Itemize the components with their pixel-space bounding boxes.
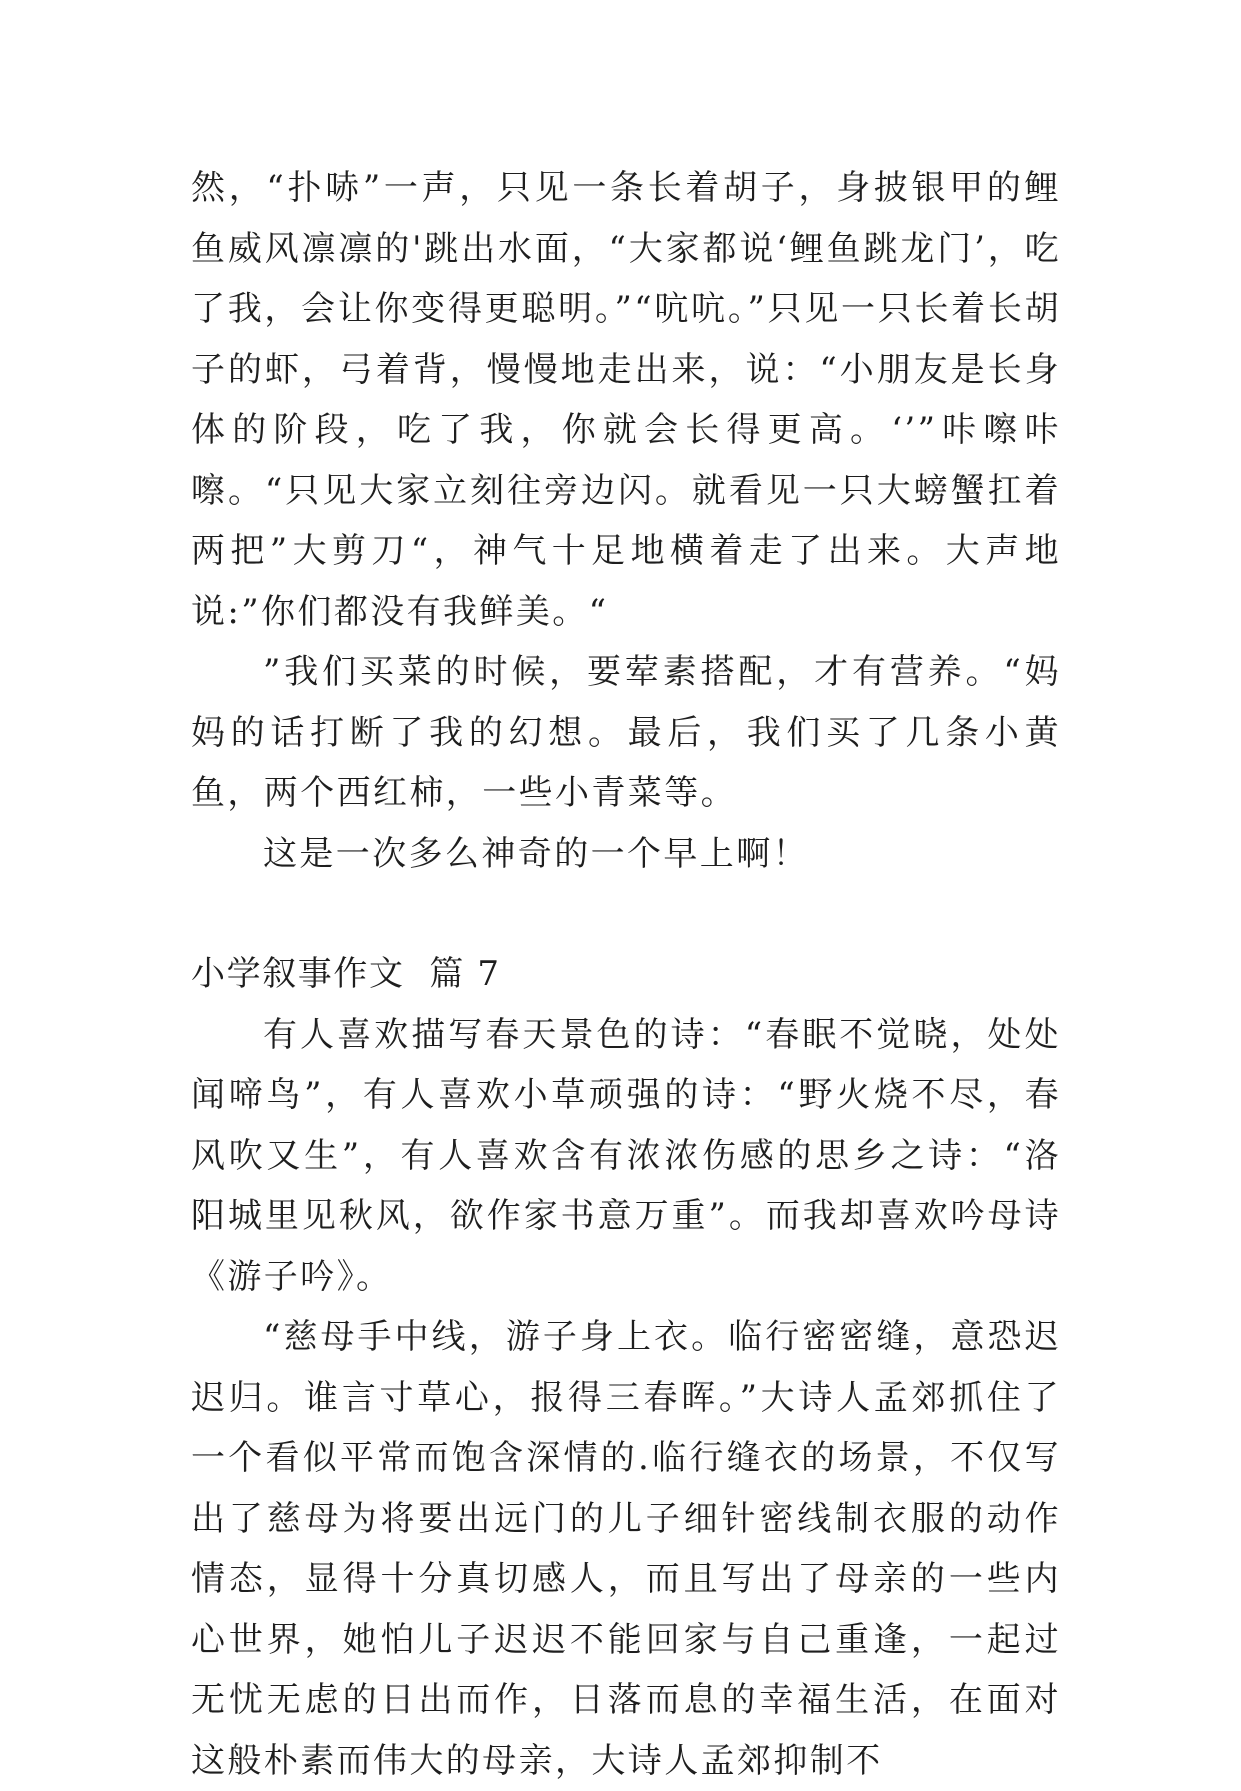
paragraph-youziyin-analysis: “慈母手中线，游子身上衣。临行密密缝，意恐迟迟归。谁言寸草心，报得三春晖。”大诗人孟郊抓住了一个看似平常而饱含深情的.临行缝衣的场景，不仅写出了慈母为将要出远门的儿子细针密线制衣服的动作情态，显得十分真切感人，而且写出了母亲的一些内心世界，她怕儿子迟迟不能回家与自己重逢，一起过无忧无虑的日出而作，日落而息的幸福生活，在面对这般朴素而伟大的母亲，大诗人孟郊抑制不 [191, 1317, 1061, 1781]
section-heading: 小学叙事作文 篇 7 [191, 954, 501, 994]
paragraph-magical-morning: 这是一次多么神奇的一个早上啊！ [263, 833, 809, 874]
paragraph-carp-shrimp-crab: 然，“扑哧”一声，只见一条长着胡子，身披银甲的鲤鱼威风凛凛的'跳出水面，“大家都说‘鲤鱼跳龙门’，吃了我，会让你变得更聪明。”“吭吭。”只见一只长着长胡子的虾，弓着背，慢慢地走出来，说：“小朋友是长身体的阶段，吃了我，你就会长得更高。‘’”咔嚓咔嚓。“只见大家立刻往旁边闪。就看见一只大螃蟹扛着两把”大剪刀“，神气十足地横着走了出来。大声地说:”你们都没有我鲜美。“ [191, 168, 1061, 632]
paragraph-favorite-poems: 有人喜欢描写春天景色的诗：“春眠不觉晓，处处闻啼鸟”，有人喜欢小草顽强的诗：“野火烧不尽，春风吹又生”，有人喜欢含有浓浓伤感的思乡之诗：“洛阳城里见秋风，欲作家书意万重”。而我却喜欢吟母诗《游子吟》。 [191, 1014, 1061, 1297]
document-body [191, 158, 1061, 1791]
paragraph-mother-interrupts: ”我们买菜的时候，要荤素搭配，才有营养。“妈妈的话打断了我的幻想。最后，我们买了几条小黄鱼，两个西红柿，一些小青菜等。 [191, 652, 1061, 813]
